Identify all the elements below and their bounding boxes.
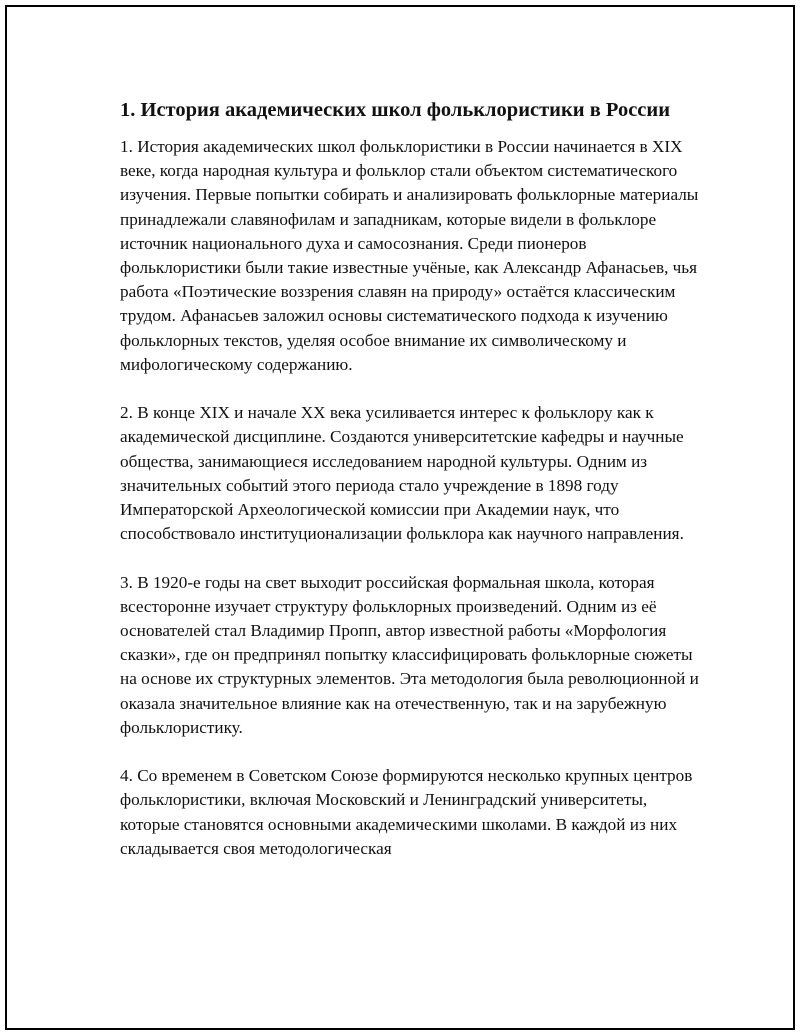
document-title: 1. История академических школ фольклористики в России [120, 99, 671, 121]
paragraph-3: 3. В 1920-е годы на свет выходит российская формальная школа, которая всесторонне изучает структуру фольклорных произведений. Одним из её основателей стал Владимир Пропп, автор известной работы «Морфология сказки», где он предпринял попытку классифицировать фольклорные сюжеты на основе их структурных элементов. Эта методология была революционной и оказала значительное влияние как на отечественную, так и на зарубежную фольклористику. [120, 572, 699, 737]
paragraph-2: 2. В конце XIX и начале XX века усиливается интерес к фольклору как к академической дисциплине. Создаются университетские кафедры и научные общества, занимающиеся исследованием народной культуры. Одним из значительных событий этого периода стало учреждение в 1898 году Императорской Археологической комиссии при Академии наук, что способствовало институционализации фольклора как научного направления. [120, 403, 684, 544]
page-frame [5, 5, 795, 1030]
paragraph-1: 1. История академических школ фольклористики в России начинается в XIX веке, когда народная культура и фольклор стали объектом систематического изучения. Первые попытки собирать и анализировать фольклорные материалы принадлежали славянофилам и западникам, которые видели в фольклоре источник национального духа и самосознания. Среди пионеров фольклористики были такие известные учёные, как Александр Афанасьев, чья работа «Поэтические воззрения славян на природу» остаётся классическим трудом. Афанасьев заложил основы систематического подхода к изучению фольклорных текстов, уделяя особое внимание их символическому и мифологическому содержанию. [120, 137, 699, 374]
document-body [120, 97, 700, 885]
paragraph-4: 4. Со временем в Советском Союзе формируются несколько крупных центров фольклористики, включая Московский и Ленинградский университеты, которые становятся основными академическими школами. В каждой из них складывается своя методологическая [120, 766, 693, 858]
